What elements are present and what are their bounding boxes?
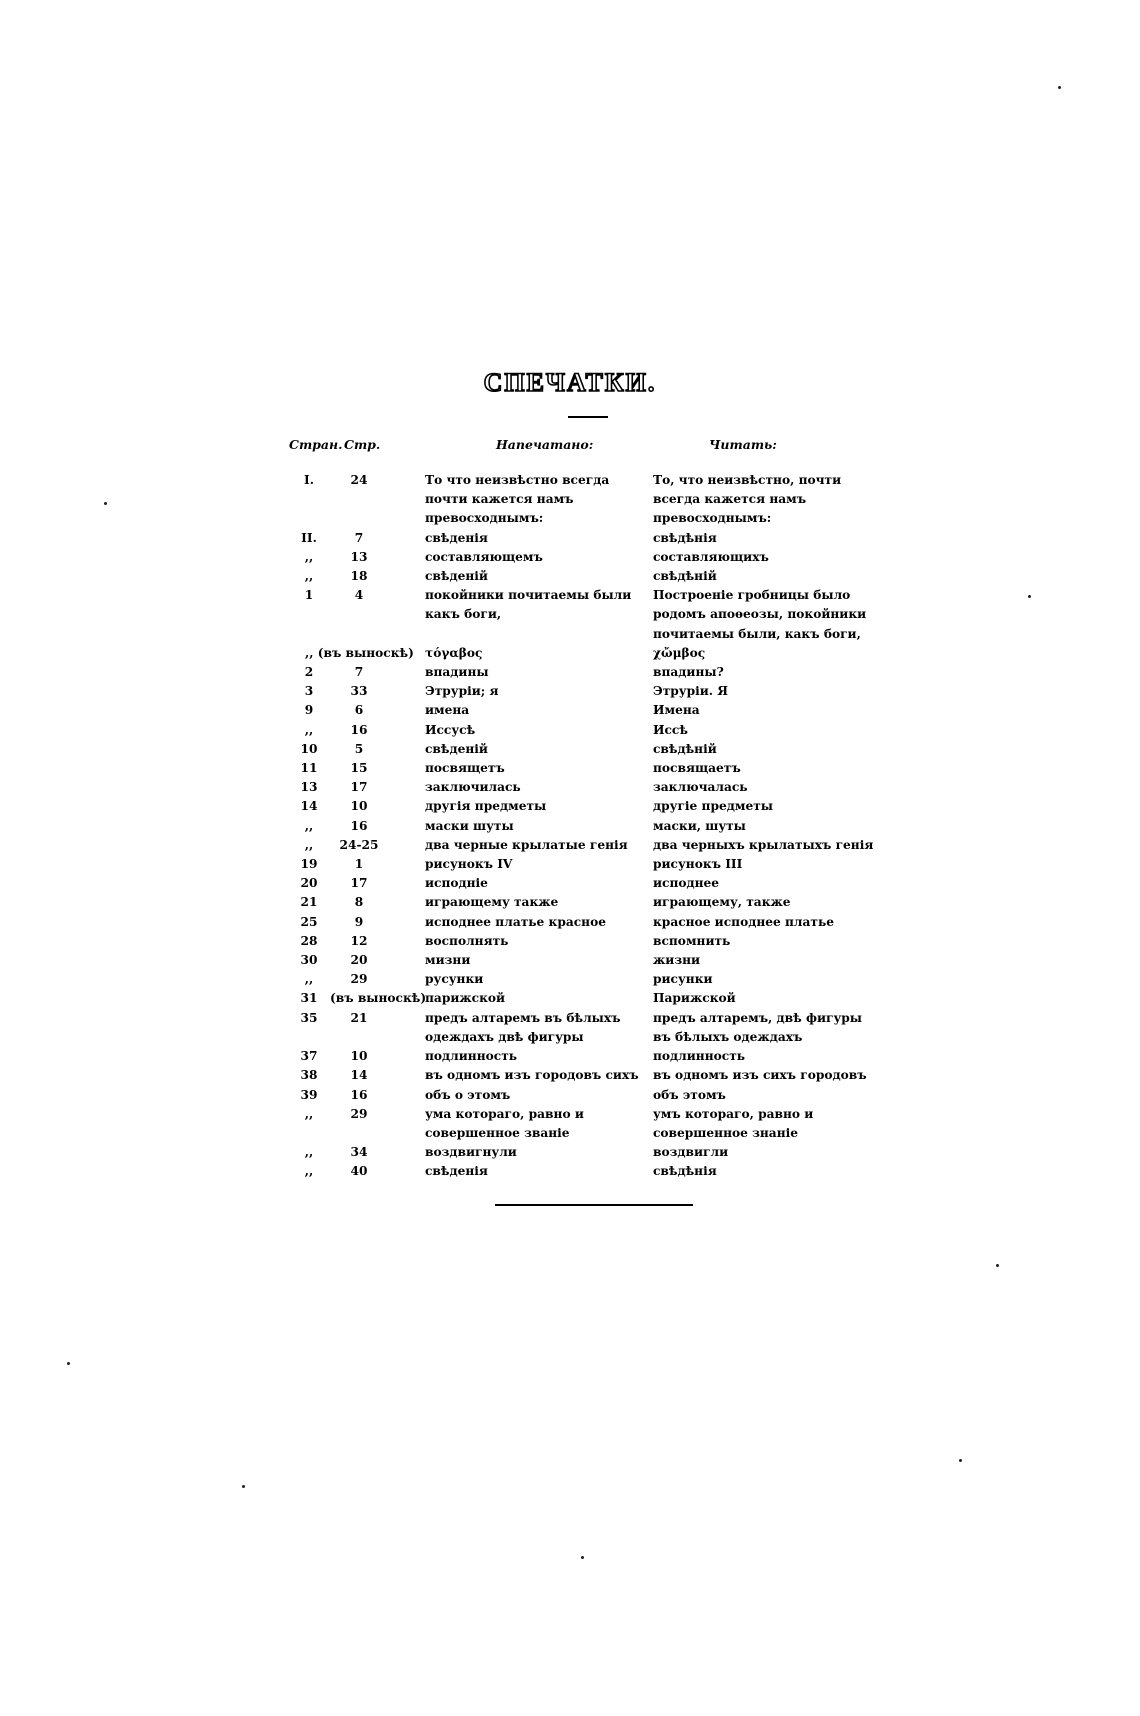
errata-line-cell: 14	[350, 1068, 368, 1083]
errata-read-cell: χὤμβος	[653, 645, 706, 660]
errata-printed-cell: покойники почитаемы были какъ боги,	[425, 588, 632, 622]
errata-page-cell: ,,	[304, 722, 314, 737]
errata-row	[288, 797, 908, 816]
errata-row	[288, 682, 908, 701]
errata-page-cell: 20	[300, 876, 318, 891]
errata-row	[288, 548, 908, 567]
errata-read-cell: посвящаетъ	[653, 761, 741, 776]
errata-page-cell: 13	[300, 780, 318, 795]
errata-read-cell: Иссѣ	[653, 722, 688, 737]
errata-line-cell: (въ выноскѣ)	[330, 991, 427, 1006]
errata-printed-cell: свѣденій	[425, 741, 488, 756]
errata-row	[288, 1009, 908, 1047]
errata-read-cell: исподнее	[653, 876, 720, 891]
speck	[67, 1362, 70, 1365]
errata-read-cell: въ одномъ изъ сихъ городовъ	[653, 1068, 867, 1083]
errata-row	[288, 778, 908, 797]
errata-line-cell: 16	[350, 1087, 368, 1102]
errata-page-cell: 38	[300, 1068, 318, 1083]
errata-read-cell: вспомнить	[653, 933, 731, 948]
errata-page-cell: ,,	[304, 818, 314, 833]
errata-row	[288, 1105, 908, 1143]
errata-read-cell: рисунокъ III	[653, 857, 743, 872]
errata-printed-cell: имена	[425, 703, 470, 718]
errata-page-cell: 37	[300, 1049, 318, 1064]
errata-line-cell: 13	[350, 549, 368, 564]
errata-read-cell: Этруріи. Я	[653, 684, 728, 699]
errata-read-cell: два черныхъ крылатыхъ генія	[653, 837, 874, 852]
page-title: СПЕЧАТКИ.	[483, 368, 657, 397]
errata-page-cell: 1	[304, 588, 314, 603]
speck	[242, 1485, 245, 1488]
errata-row	[288, 874, 908, 893]
header-line: Стр.	[344, 437, 381, 452]
errata-row	[288, 855, 908, 874]
errata-line-cell: 16	[350, 722, 368, 737]
errata-printed-cell: подлинность	[425, 1049, 518, 1064]
errata-row	[288, 663, 908, 682]
errata-read-cell: играющему, также	[653, 895, 791, 910]
errata-printed-cell: другія предметы	[425, 799, 547, 814]
errata-row	[288, 970, 908, 989]
errata-printed-cell: То что неизвѣстно всегда почти кажется намъ превосходнымъ:	[425, 473, 610, 526]
errata-row	[288, 644, 908, 663]
errata-line-cell: 9	[354, 914, 364, 929]
errata-row	[288, 471, 908, 529]
errata-printed-cell: объ о этомъ	[425, 1087, 511, 1102]
errata-read-cell: объ этомъ	[653, 1087, 726, 1102]
errata-read-cell: свѣдѣнія	[653, 530, 717, 545]
errata-row	[288, 759, 908, 778]
errata-line-cell: 17	[350, 876, 368, 891]
errata-page-cell: 28	[300, 933, 318, 948]
errata-row	[288, 567, 908, 586]
errata-printed-cell: играющему также	[425, 895, 559, 910]
errata-line-cell: 7	[354, 530, 364, 545]
errata-printed-cell: свѣденія	[425, 530, 488, 545]
header-printed: Напечатано:	[496, 437, 594, 452]
errata-line-cell: 10	[350, 799, 368, 814]
errata-line-cell: 10	[350, 1049, 368, 1064]
errata-page-cell: I.	[304, 473, 314, 487]
errata-printed-cell: впадины	[425, 665, 489, 680]
errata-printed-cell: исподніе	[425, 876, 488, 891]
errata-printed-cell: исподнее платье красное	[425, 914, 606, 929]
errata-page-cell: ,,	[304, 837, 314, 852]
errata-line-cell: 33	[350, 684, 368, 699]
errata-table	[288, 471, 908, 1182]
errata-read-cell: впадины?	[653, 665, 724, 680]
errata-read-cell: заключалась	[653, 780, 748, 795]
errata-read-cell: воздвигли	[653, 1145, 729, 1160]
errata-line-cell: 24-25	[339, 837, 379, 852]
errata-row	[288, 721, 908, 740]
errata-printed-cell: свѣденія	[425, 1164, 488, 1179]
errata-row	[288, 1047, 908, 1066]
errata-read-cell: красное исподнее платье	[653, 914, 834, 929]
errata-page-cell: 11	[300, 761, 318, 776]
errata-page-cell: ,,	[304, 1106, 314, 1121]
errata-line-cell: 21	[350, 1010, 368, 1025]
errata-row	[288, 740, 908, 759]
errata-read-cell: умъ котораго, равно и совершенное знаніе	[653, 1106, 814, 1140]
errata-printed-cell: τόγαβος	[425, 645, 483, 660]
speck	[1058, 86, 1061, 89]
errata-read-cell: Парижской	[653, 991, 736, 1006]
errata-line-cell: 24	[350, 473, 368, 487]
errata-read-cell: свѣдѣній	[653, 569, 717, 584]
errata-line-cell: 34	[350, 1145, 368, 1160]
errata-printed-cell: восполнять	[425, 933, 509, 948]
errata-page-cell: 21	[300, 895, 318, 910]
errata-line-cell: 40	[350, 1164, 368, 1179]
errata-printed-cell: мизни	[425, 953, 471, 968]
errata-row	[288, 1143, 908, 1162]
errata-page-cell: ,,	[304, 1164, 314, 1179]
errata-printed-cell: ума котораго, равно и совершенное званіе	[425, 1106, 584, 1140]
errata-row	[288, 817, 908, 836]
errata-row	[288, 932, 908, 951]
errata-page-cell: 19	[300, 857, 318, 872]
errata-page-cell: ,,	[304, 972, 314, 987]
errata-read-cell: рисунки	[653, 972, 713, 987]
errata-read-cell: подлинность	[653, 1049, 746, 1064]
errata-page-cell: II.	[301, 530, 317, 545]
errata-page-cell: 39	[300, 1087, 318, 1102]
errata-read-cell: другіе предметы	[653, 799, 773, 814]
errata-printed-cell: свѣденій	[425, 569, 488, 584]
errata-printed-cell: составляющемъ	[425, 549, 543, 564]
errata-page-cell: 30	[300, 953, 318, 968]
errata-page-cell: 2	[304, 665, 314, 680]
speck	[1028, 595, 1031, 598]
errata-line-cell: 29	[350, 1106, 368, 1121]
speck	[104, 502, 107, 505]
errata-read-cell: составляющихъ	[653, 549, 769, 564]
errata-row	[288, 1086, 908, 1105]
speck	[581, 1556, 584, 1559]
errata-page-cell: 31	[300, 991, 318, 1006]
errata-line-cell: 17	[350, 780, 368, 795]
errata-page-cell: ,, (въ выноскѣ)	[305, 645, 414, 660]
errata-printed-cell: воздвигнули	[425, 1145, 517, 1160]
errata-row	[288, 913, 908, 932]
errata-page-cell: 3	[304, 684, 314, 699]
speck	[996, 1264, 999, 1267]
errata-printed-cell: маски шуты	[425, 818, 514, 833]
errata-row	[288, 529, 908, 548]
errata-printed-cell: два черные крылатые генія	[425, 837, 628, 852]
errata-line-cell: 29	[350, 972, 368, 987]
errata-page-cell: 35	[300, 1010, 318, 1025]
errata-page-cell: ,,	[304, 1145, 314, 1160]
errata-line-cell: 1	[354, 857, 364, 872]
errata-printed-cell: Иссусѣ	[425, 722, 476, 737]
errata-printed-cell: предъ алтаремъ въ бѣлыхъ одеждахъ двѣ фигуры	[425, 1010, 621, 1044]
errata-row	[288, 951, 908, 970]
errata-line-cell: 5	[354, 741, 364, 756]
errata-row	[288, 893, 908, 912]
errata-row	[288, 836, 908, 855]
errata-row	[288, 1162, 908, 1181]
errata-page-cell: 10	[300, 741, 318, 756]
errata-read-cell: То, что неизвѣстно, почти всегда кажется намъ превосходнымъ:	[653, 473, 842, 526]
errata-printed-cell: рисунокъ IV	[425, 857, 513, 872]
errata-read-cell: свѣдѣнія	[653, 1164, 717, 1179]
errata-printed-cell: парижской	[425, 991, 506, 1006]
errata-row	[288, 701, 908, 720]
errata-printed-cell: Этруріи; я	[425, 684, 499, 699]
errata-line-cell: 16	[350, 818, 368, 833]
errata-read-cell: свѣдѣній	[653, 741, 717, 756]
errata-printed-cell: посвящетъ	[425, 761, 505, 776]
errata-printed-cell: заключилась	[425, 780, 521, 795]
errata-page-cell: 14	[300, 799, 318, 814]
errata-read-cell: Построеніе гробницы было родомъ апоѳеозы, покойники почитаемы были, какъ боги,	[653, 588, 867, 641]
errata-row	[288, 989, 908, 1008]
bottom-rule	[495, 1204, 693, 1206]
errata-read-cell: жизни	[653, 953, 701, 968]
speck	[959, 1459, 962, 1462]
errata-page-cell: 9	[304, 703, 314, 718]
errata-line-cell: 7	[354, 665, 364, 680]
errata-line-cell: 12	[350, 933, 368, 948]
errata-printed-cell: въ одномъ изъ городовъ сихъ	[425, 1068, 639, 1083]
title-rule	[568, 416, 608, 418]
errata-read-cell: маски, шуты	[653, 818, 746, 833]
errata-page-cell: ,,	[304, 569, 314, 584]
errata-row	[288, 586, 908, 644]
errata-line-cell: 18	[350, 569, 368, 584]
errata-line-cell: 4	[354, 588, 364, 603]
errata-page-cell: 25	[300, 914, 318, 929]
errata-row	[288, 1066, 908, 1085]
errata-line-cell: 8	[354, 895, 364, 910]
errata-read-cell: предъ алтаремъ, двѣ фигуры въ бѣлыхъ одеждахъ	[653, 1010, 862, 1044]
errata-line-cell: 15	[350, 761, 368, 776]
header-read: Читать:	[709, 437, 777, 452]
errata-line-cell: 6	[354, 703, 364, 718]
errata-page-cell: ,,	[304, 549, 314, 564]
header-page: Стран.	[289, 437, 343, 452]
errata-line-cell: 20	[350, 953, 368, 968]
errata-read-cell: Имена	[653, 703, 700, 718]
errata-printed-cell: русунки	[425, 972, 484, 987]
